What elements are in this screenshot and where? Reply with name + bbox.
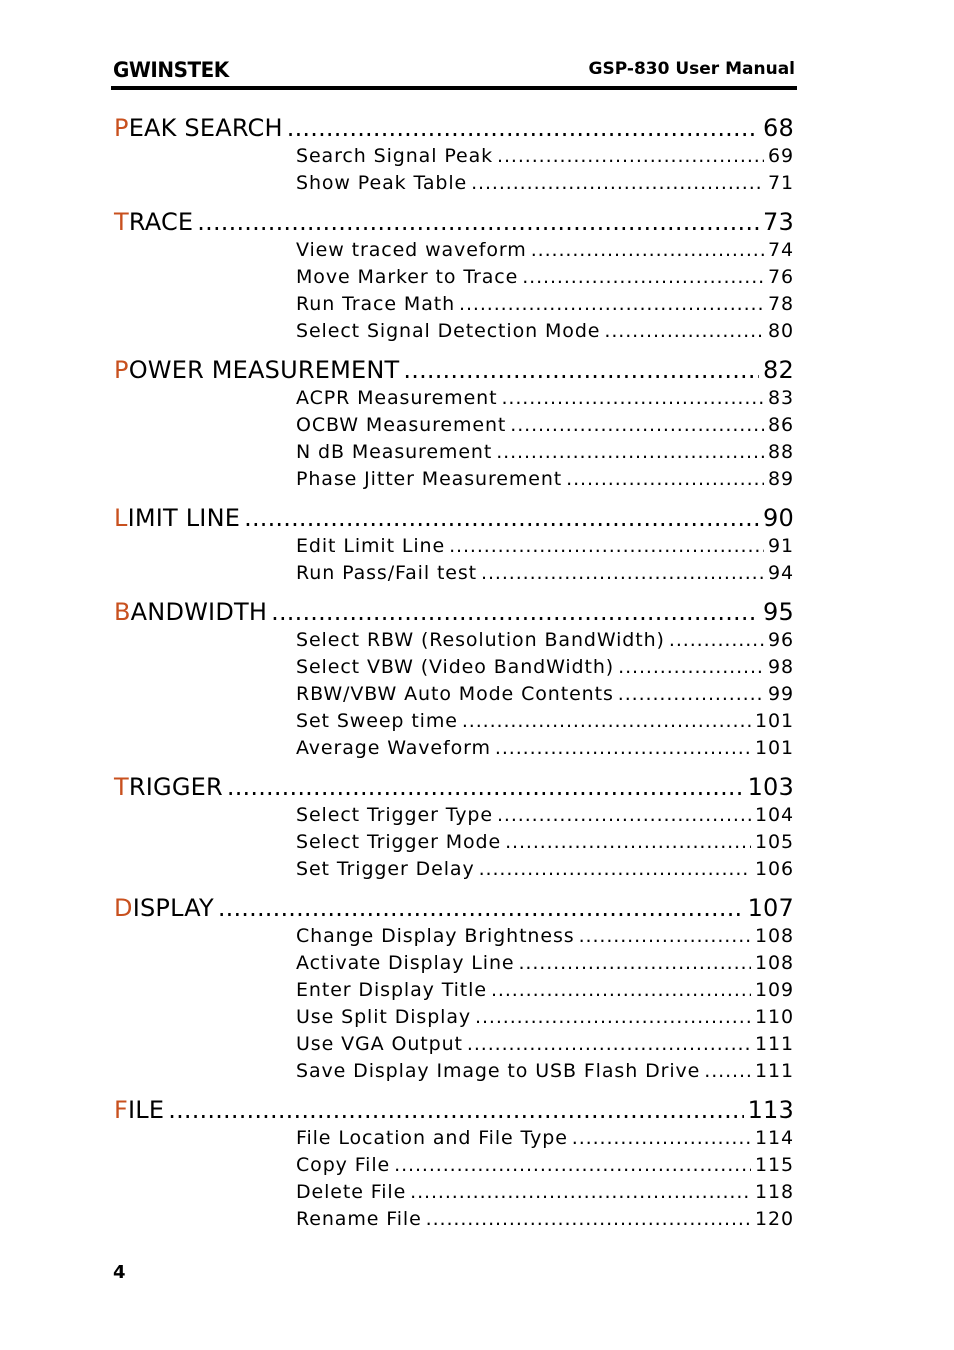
section-page-number: 104 bbox=[755, 804, 794, 826]
toc-chapter-entry[interactable] bbox=[114, 773, 794, 801]
chapter-title bbox=[114, 1096, 164, 1124]
section-page-number: 89 bbox=[768, 468, 794, 490]
section-title: Average Waveform bbox=[296, 737, 491, 759]
section-page-number: 86 bbox=[768, 414, 794, 436]
dot-leader bbox=[497, 145, 764, 167]
section-title: Select Trigger Mode bbox=[296, 831, 502, 853]
chapter-title-rest: RIGGER bbox=[128, 773, 223, 801]
dot-leader bbox=[197, 208, 759, 236]
chapter-title bbox=[114, 598, 267, 626]
chapter-page-number: 107 bbox=[747, 894, 794, 922]
toc-section-entry[interactable] bbox=[296, 441, 794, 463]
section-title: Select VBW (Video BandWidth) bbox=[296, 656, 615, 678]
chapter-page-number: 113 bbox=[747, 1096, 794, 1124]
chapter-page-number: 73 bbox=[763, 208, 794, 236]
section-page-number: 80 bbox=[768, 320, 794, 342]
chapter-title-rest: OWER MEASUREMENT bbox=[128, 356, 400, 384]
chapter-title bbox=[114, 894, 214, 922]
dot-leader bbox=[510, 414, 764, 436]
chapter-page-number: 68 bbox=[763, 114, 794, 142]
dot-leader bbox=[572, 1127, 751, 1149]
section-title: ACPR Measurement bbox=[296, 387, 498, 409]
toc-section-entry[interactable] bbox=[296, 629, 794, 651]
dot-leader bbox=[481, 562, 764, 584]
toc-section-entry[interactable] bbox=[296, 266, 794, 288]
dot-leader bbox=[394, 1154, 751, 1176]
toc-section-entry[interactable] bbox=[296, 925, 794, 947]
section-title: Set Trigger Delay bbox=[296, 858, 475, 880]
toc-chapter-entry[interactable] bbox=[114, 504, 794, 532]
dot-leader bbox=[618, 656, 764, 678]
section-title: OCBW Measurement bbox=[296, 414, 507, 436]
chapter-title-rest: RACE bbox=[128, 208, 194, 236]
dot-leader bbox=[501, 387, 764, 409]
section-title: N dB Measurement bbox=[296, 441, 493, 463]
toc-section-entry[interactable] bbox=[296, 1208, 794, 1230]
section-page-number: 69 bbox=[768, 145, 794, 167]
toc-section-entry[interactable] bbox=[296, 1181, 794, 1203]
dot-leader bbox=[669, 629, 764, 651]
dot-leader bbox=[168, 1096, 743, 1124]
toc-section-entry[interactable] bbox=[296, 320, 794, 342]
section-title: Run Trace Math bbox=[296, 293, 456, 315]
section-title: Rename File bbox=[296, 1208, 422, 1230]
toc-section-entry[interactable] bbox=[296, 710, 794, 732]
toc-section-entry[interactable] bbox=[296, 1127, 794, 1149]
toc-section-entry[interactable] bbox=[296, 1033, 794, 1055]
dot-leader bbox=[566, 468, 764, 490]
toc-section-entry[interactable] bbox=[296, 293, 794, 315]
dot-leader bbox=[227, 773, 744, 801]
toc-section-entry[interactable] bbox=[296, 979, 794, 1001]
chapter-initial: L bbox=[114, 504, 128, 532]
chapter-initial: F bbox=[114, 1096, 129, 1124]
chapter-initial: P bbox=[114, 356, 129, 384]
chapter-initial: D bbox=[114, 894, 133, 922]
chapter-title-rest: ANDWIDTH bbox=[130, 598, 268, 626]
section-title: Use Split Display bbox=[296, 1006, 472, 1028]
section-page-number: 114 bbox=[755, 1127, 794, 1149]
dot-leader bbox=[604, 320, 764, 342]
section-page-number: 108 bbox=[755, 925, 794, 947]
dot-leader bbox=[491, 979, 751, 1001]
dot-leader bbox=[496, 441, 764, 463]
dot-leader bbox=[618, 683, 764, 705]
dot-leader bbox=[462, 710, 751, 732]
section-title: Select RBW (Resolution BandWidth) bbox=[296, 629, 665, 651]
dot-leader bbox=[218, 894, 744, 922]
page-number: 4 bbox=[113, 1262, 126, 1283]
dot-leader bbox=[475, 1006, 751, 1028]
chapter-page-number: 90 bbox=[763, 504, 794, 532]
section-title: Activate Display Line bbox=[296, 952, 515, 974]
dot-leader bbox=[287, 114, 759, 142]
section-title: Copy File bbox=[296, 1154, 391, 1176]
dot-leader bbox=[479, 858, 751, 880]
chapter-initial: P bbox=[114, 114, 129, 142]
chapter-title bbox=[114, 773, 223, 801]
toc-section-entry[interactable] bbox=[296, 683, 794, 705]
dot-leader bbox=[459, 293, 764, 315]
section-title: File Location and File Type bbox=[296, 1127, 568, 1149]
chapter-initial: B bbox=[114, 598, 131, 626]
toc-section-entry[interactable] bbox=[296, 831, 794, 853]
toc-section-entry[interactable] bbox=[296, 414, 794, 436]
section-page-number: 111 bbox=[755, 1060, 794, 1082]
section-page-number: 74 bbox=[768, 239, 794, 261]
section-page-number: 83 bbox=[768, 387, 794, 409]
toc-chapter-entry[interactable] bbox=[114, 356, 794, 384]
chapter-title bbox=[114, 208, 193, 236]
section-page-number: 78 bbox=[768, 293, 794, 315]
dot-leader bbox=[495, 737, 751, 759]
toc-section-entry[interactable] bbox=[296, 172, 794, 194]
toc-chapter-entry[interactable] bbox=[114, 208, 794, 236]
manual-title: GSP-830 User Manual bbox=[588, 59, 795, 79]
section-page-number: 98 bbox=[768, 656, 794, 678]
dot-leader bbox=[518, 952, 751, 974]
section-title: Delete File bbox=[296, 1181, 407, 1203]
section-page-number: 109 bbox=[755, 979, 794, 1001]
section-title: Use VGA Output bbox=[296, 1033, 463, 1055]
section-page-number: 118 bbox=[755, 1181, 794, 1203]
section-page-number: 111 bbox=[755, 1033, 794, 1055]
toc-chapter-entry[interactable] bbox=[114, 1096, 794, 1124]
toc-section-entry[interactable] bbox=[296, 145, 794, 167]
section-title: View traced waveform bbox=[296, 239, 527, 261]
dot-leader bbox=[410, 1181, 751, 1203]
section-page-number: 94 bbox=[768, 562, 794, 584]
chapter-page-number: 95 bbox=[763, 598, 794, 626]
section-page-number: 120 bbox=[755, 1208, 794, 1230]
section-title: Move Marker to Trace bbox=[296, 266, 519, 288]
dot-leader bbox=[522, 266, 764, 288]
gwinstek-logo: GWINSTEK bbox=[113, 58, 229, 82]
toc-section-entry[interactable] bbox=[296, 858, 794, 880]
dot-leader bbox=[467, 1033, 751, 1055]
dot-leader bbox=[497, 804, 751, 826]
toc-section-entry[interactable] bbox=[296, 1006, 794, 1028]
section-title: Set Sweep time bbox=[296, 710, 458, 732]
section-page-number: 101 bbox=[755, 710, 794, 732]
chapter-title-rest: IMIT LINE bbox=[127, 504, 241, 532]
chapter-title bbox=[114, 356, 399, 384]
section-title: Phase Jitter Measurement bbox=[296, 468, 563, 490]
section-title: Select Trigger Type bbox=[296, 804, 493, 826]
dot-leader bbox=[471, 172, 764, 194]
section-page-number: 110 bbox=[755, 1006, 794, 1028]
dot-leader bbox=[403, 356, 759, 384]
toc-section-entry[interactable] bbox=[296, 468, 794, 490]
section-page-number: 106 bbox=[755, 858, 794, 880]
section-page-number: 91 bbox=[768, 535, 794, 557]
toc-section-entry[interactable] bbox=[296, 737, 794, 759]
section-title: Enter Display Title bbox=[296, 979, 487, 1001]
toc-section-entry[interactable] bbox=[296, 535, 794, 557]
dot-leader bbox=[426, 1208, 751, 1230]
toc-chapter-entry[interactable] bbox=[114, 598, 794, 626]
toc-section-entry[interactable] bbox=[296, 1154, 794, 1176]
section-page-number: 76 bbox=[768, 266, 794, 288]
section-title: Search Signal Peak bbox=[296, 145, 494, 167]
dot-leader bbox=[704, 1060, 751, 1082]
toc-section-entry[interactable] bbox=[296, 239, 794, 261]
chapter-initial: T bbox=[114, 773, 129, 801]
section-page-number: 96 bbox=[768, 629, 794, 651]
dot-leader bbox=[271, 598, 759, 626]
section-page-number: 99 bbox=[768, 683, 794, 705]
section-title: Select Signal Detection Mode bbox=[296, 320, 601, 342]
chapter-page-number: 82 bbox=[763, 356, 794, 384]
chapter-title-rest: EAK SEARCH bbox=[128, 114, 283, 142]
toc-section-entry[interactable] bbox=[296, 952, 794, 974]
chapter-page-number: 103 bbox=[747, 773, 794, 801]
toc-section-entry[interactable] bbox=[296, 656, 794, 678]
dot-leader bbox=[449, 535, 764, 557]
section-page-number: 71 bbox=[768, 172, 794, 194]
chapter-title bbox=[114, 504, 240, 532]
section-title: Save Display Image to USB Flash Drive bbox=[296, 1060, 701, 1082]
section-page-number: 115 bbox=[755, 1154, 794, 1176]
chapter-title-rest: ISPLAY bbox=[132, 894, 214, 922]
section-title: Show Peak Table bbox=[296, 172, 468, 194]
section-page-number: 101 bbox=[755, 737, 794, 759]
toc-section-entry[interactable] bbox=[296, 387, 794, 409]
toc-section-entry[interactable] bbox=[296, 1060, 794, 1082]
chapter-title bbox=[114, 114, 283, 142]
section-title: Edit Limit Line bbox=[296, 535, 446, 557]
dot-leader bbox=[244, 504, 759, 532]
toc-section-entry[interactable] bbox=[296, 562, 794, 584]
dot-leader bbox=[505, 831, 751, 853]
section-page-number: 88 bbox=[768, 441, 794, 463]
chapter-title-rest: ILE bbox=[128, 1096, 165, 1124]
toc-chapter-entry[interactable] bbox=[114, 114, 794, 142]
chapter-initial: T bbox=[114, 208, 129, 236]
dot-leader bbox=[531, 239, 764, 261]
section-page-number: 105 bbox=[755, 831, 794, 853]
section-title: Run Pass/Fail test bbox=[296, 562, 478, 584]
section-title: Change Display Brightness bbox=[296, 925, 575, 947]
dot-leader bbox=[579, 925, 751, 947]
toc-chapter-entry[interactable] bbox=[114, 894, 794, 922]
section-title: RBW/VBW Auto Mode Contents bbox=[296, 683, 614, 705]
section-page-number: 108 bbox=[755, 952, 794, 974]
toc-section-entry[interactable] bbox=[296, 804, 794, 826]
